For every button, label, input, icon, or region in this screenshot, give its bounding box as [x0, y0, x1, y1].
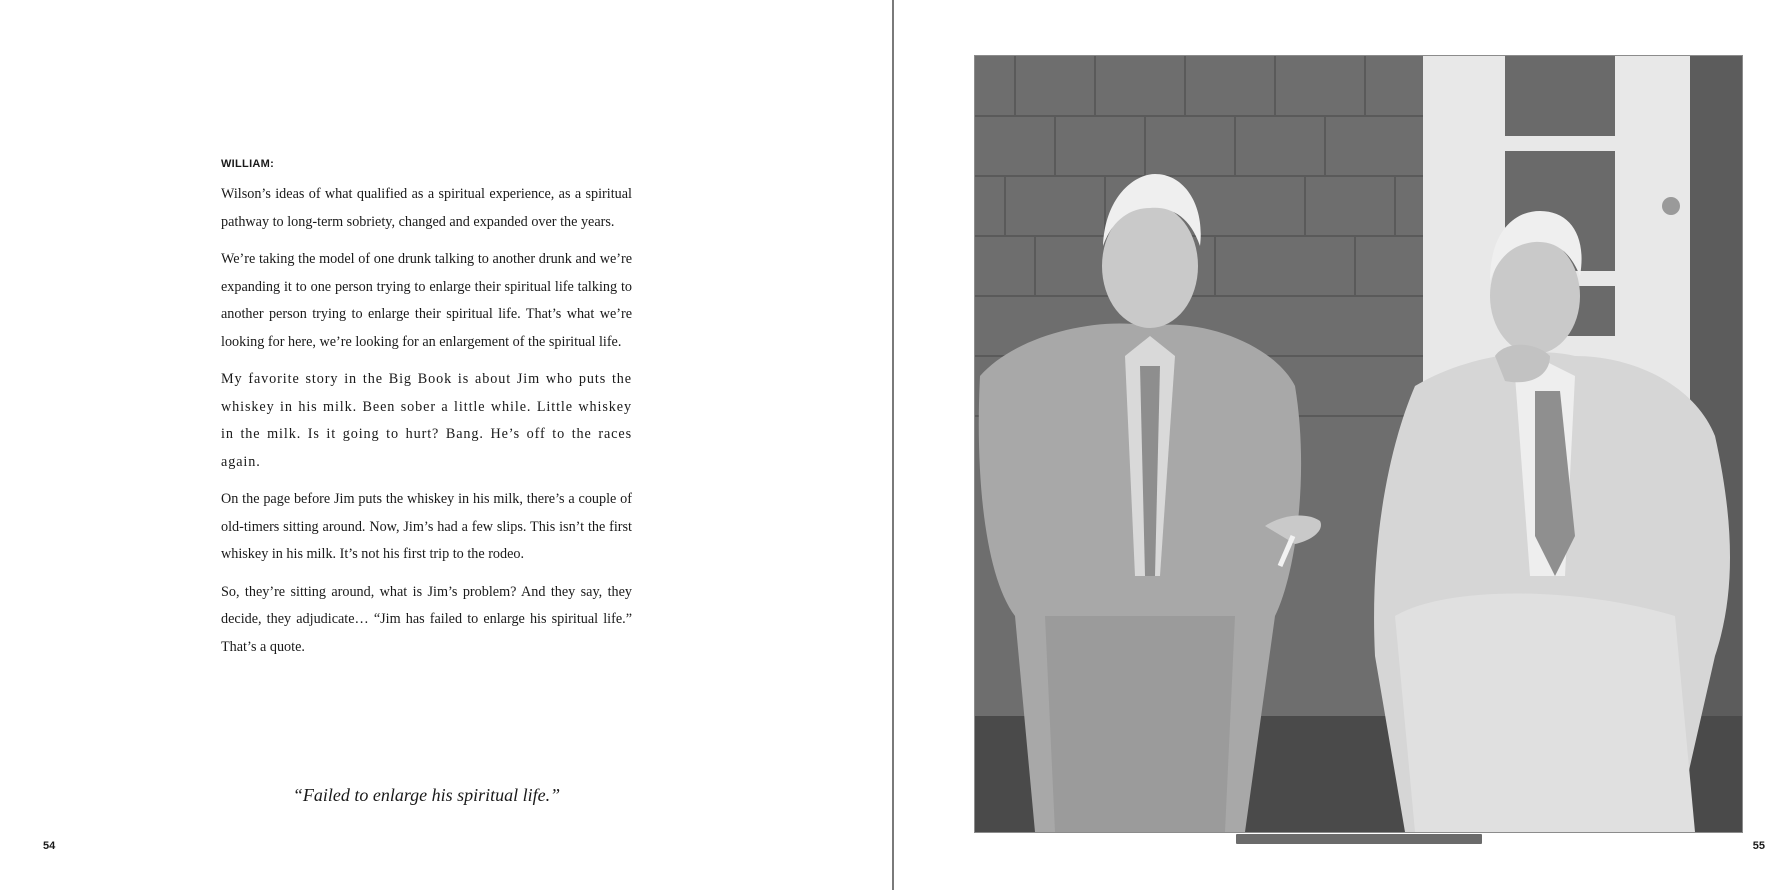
- body-text: [221, 150, 632, 671]
- paragraph: So, they’re sitting around, what is Jim’s problem? And they say, they decide, they adjudicate… “Jim has failed to enlarge his spiritual life.” That’s a quote.: [221, 583, 632, 655]
- paragraph: We’re taking the model of one drunk talking to another drunk and we’re expanding it to one person trying to enlarge their spiritual life talking to another person trying to enlarge their spiritual life. That’s what we’re looking for here, we’re looking for an enlargement of the spiritual life.: [221, 251, 632, 350]
- speaker-label: WILLIAM:: [221, 158, 275, 170]
- right-page: [894, 0, 1785, 890]
- pull-quote: “Failed to enlarge his spiritual life.”: [292, 785, 561, 805]
- paragraph: On the page before Jim puts the whiskey in his milk, there’s a couple of old-timers sitting around. Now, Jim’s had a few slips. This isn’t the first whiskey in his milk. It’s not his first trip to the rodeo.: [221, 491, 632, 562]
- image-scrollbar[interactable]: [1236, 834, 1482, 844]
- page-number-left: 54: [43, 840, 56, 852]
- door-glass: [1505, 56, 1615, 136]
- photograph: [974, 55, 1743, 833]
- door-knob: [1662, 197, 1680, 215]
- photo-illustration: [975, 56, 1742, 832]
- paragraph: My favorite story in the Big Book is about Jim who puts the whiskey in his milk. Been sober a little while. Little whiskey in the milk. Is it going to hurt? Bang. He’s off to the races again.: [221, 371, 632, 470]
- left-page: [0, 0, 892, 890]
- page-number-right: 55: [1752, 840, 1765, 852]
- paragraph: Wilson’s ideas of what qualified as a spiritual experience, as a spiritual pathway to long-term sobriety, changed and expanded over the years.: [221, 186, 632, 230]
